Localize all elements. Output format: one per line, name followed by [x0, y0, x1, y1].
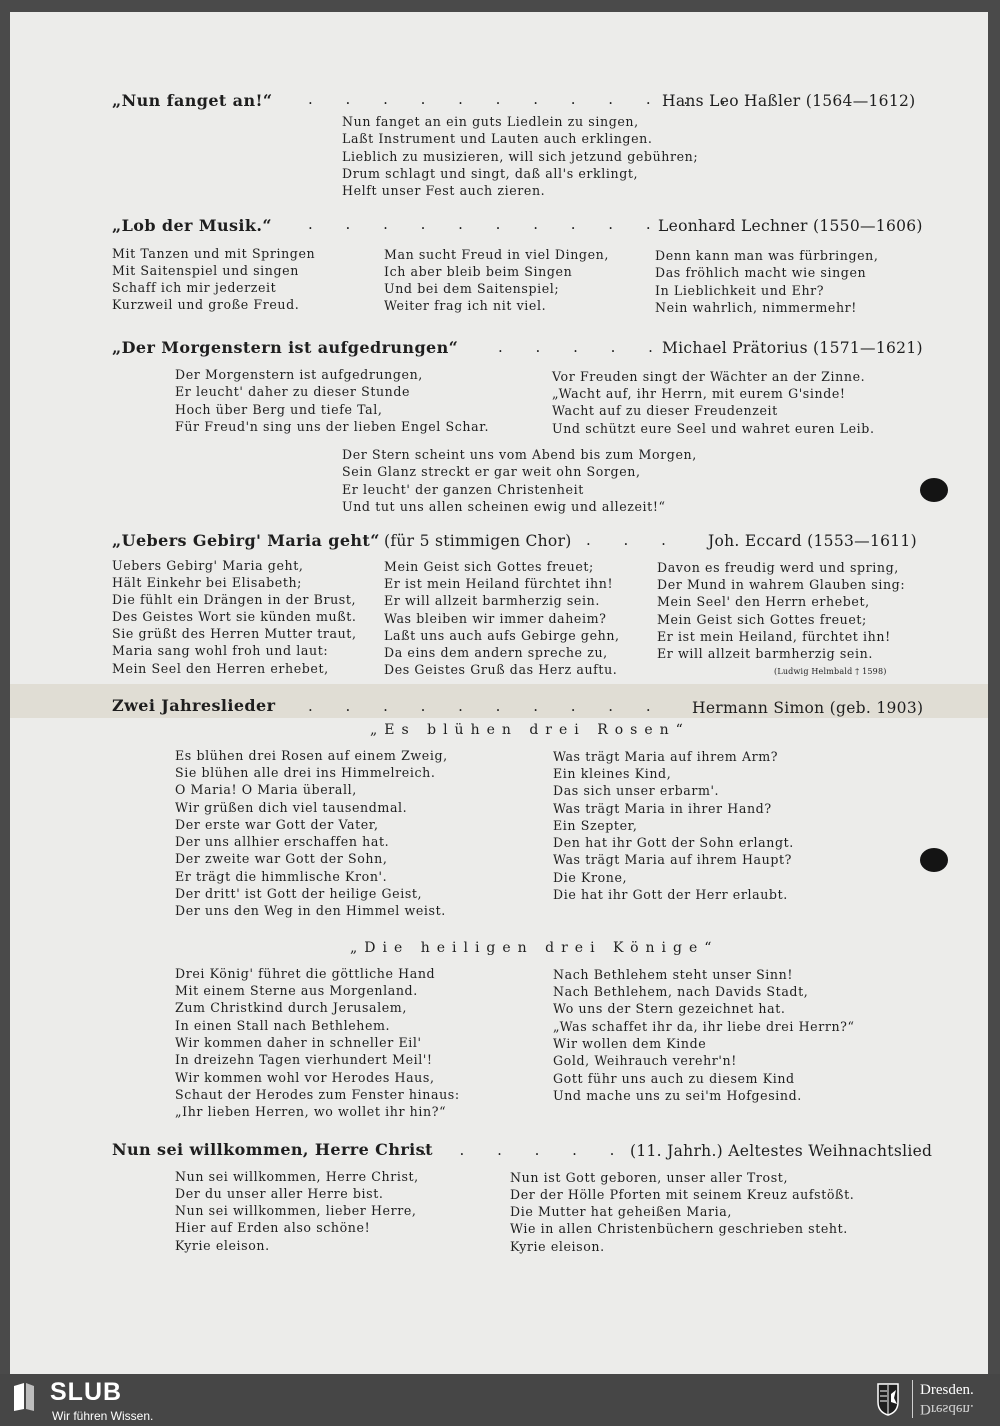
leader-dots: . . . . . . . . . . . . — [308, 90, 740, 108]
verse-line: Vor Freuden singt der Wächter an der Zinne. — [552, 369, 866, 384]
composer: Hermann Simon (geb. 1903) — [692, 699, 924, 717]
verse-line: Zum Christkind durch Jerusalem, — [175, 1000, 407, 1015]
verse-line: Was trägt Maria auf ihrem Arm? — [553, 749, 779, 764]
part-subtitle: „Die heiligen drei Könige“ — [350, 940, 719, 956]
verse-line: Wir kommen daher in schneller Eil' — [175, 1035, 422, 1050]
verse-line: Nun sei willkommen, lieber Herre, — [175, 1203, 417, 1218]
verse-line: Er ist mein Heiland fürchtet ihn! — [384, 576, 614, 591]
footer-city-reflection — [920, 1400, 974, 1417]
verse-line: Der Mund in wahrem Glauben sing: — [657, 577, 906, 592]
verse-line: Wir kommen wohl vor Herodes Haus, — [175, 1070, 435, 1085]
verse-line: Denn kann man was fürbringen, — [655, 248, 879, 263]
verse-line: Nach Bethlehem steht unser Sinn! — [553, 967, 794, 982]
verse-line: Mit Tanzen und mit Springen — [112, 246, 316, 261]
verse-line: Schaut der Herodes zum Fenster hinaus: — [175, 1087, 460, 1102]
verse-line: In dreizehn Tagen vierhundert Meil'! — [175, 1052, 433, 1067]
verse-line: Wir wollen dem Kinde — [553, 1036, 707, 1051]
verse-line: Was trägt Maria in ihrer Hand? — [553, 801, 772, 816]
song-title: „Nun fanget an!“ — [112, 91, 273, 110]
footer-city-reflection-text: Dresden. — [920, 1401, 974, 1417]
verse-line: Maria sang wohl froh und laut: — [112, 643, 329, 658]
verse-line: In Lieblichkeit und Ehr? — [655, 283, 825, 298]
footer-tagline: Wir führen Wissen. — [52, 1409, 154, 1423]
verse-line: Die Krone, — [553, 870, 628, 885]
verse-line: Für Freud'n sing uns der lieben Engel Schar. — [175, 419, 490, 434]
composer: Joh. Eccard (1553—1611) — [708, 532, 917, 550]
verse-line: Gott führ uns auch zu diesem Kind — [553, 1071, 795, 1086]
verse-line: Das sich unser erbarm'. — [553, 783, 720, 798]
punch-hole — [920, 848, 948, 872]
verse-line: Und tut uns allen scheinen ewig und allezeit!“ — [342, 499, 666, 514]
verse-line: Nach Bethlehem, nach Davids Stadt, — [553, 984, 809, 999]
part-subtitle: „Es blühen drei Rosen“ — [370, 722, 690, 738]
verse-line: Gold, Weihrauch verehr'n! — [553, 1053, 737, 1068]
author-note: (Ludwig Helmbald † 1598) — [774, 667, 887, 676]
verse-line: Davon es freudig werd und spring, — [657, 560, 899, 575]
footer-logo[interactable]: SLUB — [50, 1378, 123, 1406]
verse-line: Wo uns der Stern gezeichnet hat. — [553, 1001, 786, 1016]
song-title: „Uebers Gebirg' Maria geht“ — [112, 531, 380, 550]
verse-line: Und schützt eure Seel und wahret euren Leib. — [552, 421, 875, 436]
verse-line: Er leucht' der ganzen Christenheit — [342, 482, 584, 497]
verse-line: Der uns den Weg in den Himmel weist. — [175, 903, 446, 918]
verse-line: Laßt uns auch aufs Gebirge gehn, — [384, 628, 620, 643]
verse-line: Der dritt' ist Gott der heilige Geist, — [175, 886, 423, 901]
verse-line: Ich aber bleib beim Singen — [384, 264, 573, 279]
verse-line: Mit Saitenspiel und singen — [112, 263, 299, 278]
verse-line: Den hat ihr Gott der Sohn erlangt. — [553, 835, 794, 850]
document-page — [10, 12, 988, 1374]
composer: Hans Leo Haßler (1564—1612) — [662, 92, 916, 110]
verse-line: Die hat ihr Gott der Herr erlaubt. — [553, 887, 788, 902]
verse-line: O Maria! O Maria überall, — [175, 782, 357, 797]
verse-line: Nun ist Gott geboren, unser aller Trost, — [510, 1170, 789, 1185]
verse-line: Drei König' führet die göttliche Hand — [175, 966, 436, 981]
verse-line: Das fröhlich macht wie singen — [655, 265, 867, 280]
footer-divider — [912, 1380, 913, 1418]
verse-line: Uebers Gebirg' Maria geht, — [112, 558, 304, 573]
verse-line: Der du unser aller Herre bist. — [175, 1186, 384, 1201]
verse-line: Der erste war Gott der Vater, — [175, 817, 379, 832]
footer-bar — [0, 1374, 1000, 1426]
verse-line: Der zweite war Gott der Sohn, — [175, 851, 388, 866]
verse-line: Da eins dem andern spreche zu, — [384, 645, 608, 660]
verse-line: Weiter frag ich nit viel. — [384, 298, 547, 313]
verse-line: Sie grüßt des Herren Mutter traut, — [112, 626, 357, 641]
verse-line: Hält Einkehr bei Elisabeth; — [112, 575, 303, 590]
verse-line: Mein Seel den Herren erhebet, — [112, 661, 329, 676]
verse-line: Nun fanget an ein guts Liedlein zu singen, — [342, 114, 639, 129]
verse-line: Er will allzeit barmherzig sein. — [657, 646, 873, 661]
verse-line: Mein Geist sich Gottes freuet; — [657, 612, 867, 627]
verse-line: Die Mutter hat geheißen Maria, — [510, 1204, 732, 1219]
verse-line: Lieblich zu musizieren, will sich jetzund gebühren; — [342, 149, 699, 164]
verse-line: Der Morgenstern ist aufgedrungen, — [175, 367, 423, 382]
verse-line: Wie in allen Christenbüchern geschrieben steht. — [510, 1221, 848, 1236]
verse-line: Mit einem Sterne aus Morgenland. — [175, 983, 418, 998]
verse-line: Sein Glanz streckt er gar weit ohn Sorgen, — [342, 464, 641, 479]
verse-line: Er ist mein Heiland, fürchtet ihn! — [657, 629, 891, 644]
verse-line: Der uns allhier erschaffen hat. — [175, 834, 390, 849]
verse-line: Wir grüßen dich viel tausendmal. — [175, 800, 408, 815]
leader-dots: . . . — [586, 531, 680, 549]
verse-line: Hoch über Berg und tiefe Tal, — [175, 402, 383, 417]
leader-dots: . . . . . . . . . . . . — [308, 215, 740, 233]
verse-line: Nein wahrlich, nimmermehr! — [655, 300, 857, 315]
verse-line: Er will allzeit barmherzig sein. — [384, 593, 600, 608]
leader-dots: . . . . . . . . . . — [308, 697, 665, 715]
verse-line: Ein Szepter, — [553, 818, 638, 833]
composer: Michael Prätorius (1571—1621) — [662, 339, 923, 357]
verse-line: „Was schaffet ihr da, ihr liebe drei Herrn?“ — [553, 1019, 855, 1034]
verse-line: Die fühlt ein Drängen in der Brust, — [112, 592, 357, 607]
verse-line: Helft unser Fest auch zieren. — [342, 183, 546, 198]
song-subtitle: (für 5 stimmigen Chor) — [384, 532, 572, 550]
verse-line: Was bleiben wir immer daheim? — [384, 611, 607, 626]
verse-line: Der der Hölle Pforten mit seinem Kreuz aufstößt. — [510, 1187, 855, 1202]
composer: (11. Jahrh.) Aeltestes Weihnachtslied — [630, 1142, 933, 1160]
dresden-crest-icon — [876, 1382, 900, 1416]
footer-city[interactable]: Dresden. — [920, 1382, 974, 1398]
verse-line: Kurzweil und große Freud. — [112, 297, 300, 312]
verse-line: Des Geistes Wort sie künden mußt. — [112, 609, 357, 624]
verse-line: Hier auf Erden also schöne! — [175, 1220, 371, 1235]
verse-line: Nun sei willkommen, Herre Christ, — [175, 1169, 419, 1184]
verse-line: Wacht auf zu dieser Freudenzeit — [552, 403, 778, 418]
verse-line: Es blühen drei Rosen auf einem Zweig, — [175, 748, 448, 763]
verse-line: Sie blühen alle drei ins Himmelreich. — [175, 765, 436, 780]
leader-dots: . . . . . — [498, 338, 667, 356]
song-title: Zwei Jahreslieder — [112, 696, 276, 715]
verse-line: Man sucht Freud in viel Dingen, — [384, 247, 609, 262]
verse-line: Er trägt die himmlische Kron'. — [175, 869, 388, 884]
slub-logo-icon — [12, 1382, 36, 1412]
verse-line: Kyrie eleison. — [175, 1238, 270, 1253]
verse-line: „Wacht auf, ihr Herrn, mit eurem G'sinde! — [552, 386, 846, 401]
verse-line: Drum schlagt und singt, daß all's erklingt, — [342, 166, 639, 181]
verse-line: Schaff ich mir jederzeit — [112, 280, 277, 295]
composer: Leonhard Lechner (1550—1606) — [658, 217, 923, 235]
verse-line: Und bei dem Saitenspiel; — [384, 281, 560, 296]
verse-line: Mein Geist sich Gottes freuet; — [384, 559, 594, 574]
song-title: „Lob der Musik.“ — [112, 216, 272, 235]
verse-line: Ein kleines Kind, — [553, 766, 672, 781]
verse-line: Des Geistes Gruß das Herz auftu. — [384, 662, 618, 677]
verse-line: Der Stern scheint uns vom Abend bis zum Morgen, — [342, 447, 697, 462]
verse-line: „Ihr lieben Herren, wo wollet ihr hin?“ — [175, 1104, 447, 1119]
verse-line: Was trägt Maria auf ihrem Haupt? — [553, 852, 793, 867]
verse-line: Und mache uns zu sei'm Hofgesind. — [553, 1088, 802, 1103]
song-title: „Der Morgenstern ist aufgedrungen“ — [112, 338, 459, 357]
verse-line: Laßt Instrument und Lauten auch erklingen. — [342, 131, 653, 146]
verse-line: Mein Seel' den Herrn erhebet, — [657, 594, 870, 609]
song-title: Nun sei willkommen, Herre Christ — [112, 1140, 433, 1159]
verse-line: Er leucht' daher zu dieser Stunde — [175, 384, 411, 399]
leader-dots: . . . . . . — [422, 1141, 629, 1159]
verse-line: Kyrie eleison. — [510, 1239, 605, 1254]
punch-hole — [920, 478, 948, 502]
verse-line: In einen Stall nach Bethlehem. — [175, 1018, 391, 1033]
